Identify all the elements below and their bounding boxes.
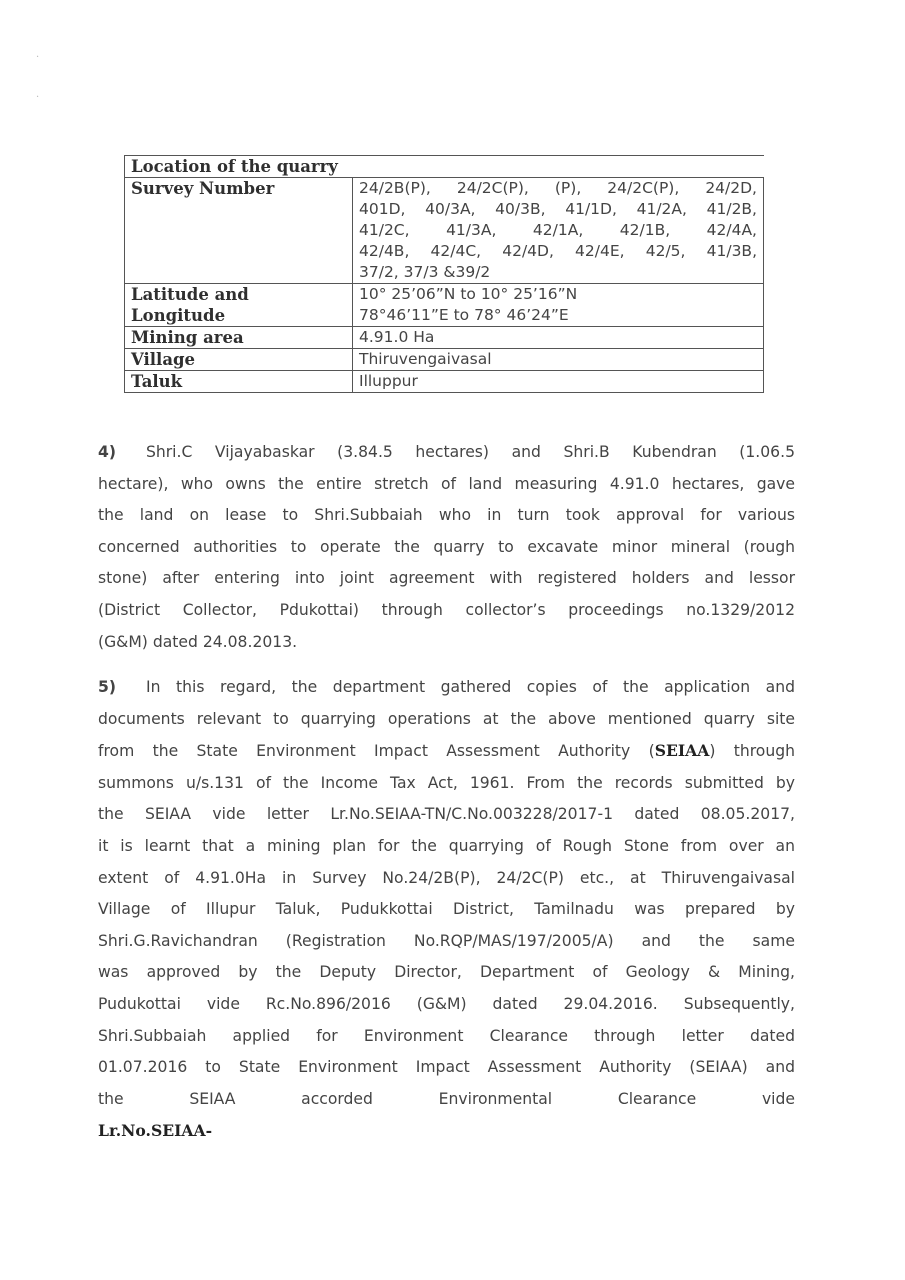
table-row (125, 327, 764, 349)
paragraph-number: 5) (98, 678, 116, 696)
table-row (125, 178, 764, 284)
quarry-location-table (124, 155, 764, 393)
mining-area-value: 4.91.0 Ha (353, 327, 764, 349)
para-line: Shri.Subbaiah applied for Environment Clearance through letter dated (98, 1026, 795, 1045)
scan-speck: · (36, 92, 40, 103)
paragraph-5 (98, 672, 795, 1148)
table-row (125, 371, 764, 393)
row-label: Survey Number (125, 178, 353, 284)
para-line: Shri.C Vijayabaskar (3.84.5 hectares) and Shri.B Kubendran (1.06.5 (145, 443, 795, 461)
para-line: the SEIAA accorded Environmental Clearance vide Lr.No.SEIAA- (98, 1089, 795, 1141)
table-row (125, 284, 764, 327)
coordinates: 10° 25’06”N to 10° 25’16”N 78°46’11”E to 78° 46’24”E (353, 284, 764, 327)
scan-speck: · (36, 52, 40, 63)
para-line: Pudukottai vide Rc.No.896/2016 (G&M) dated 29.04.2016. Subsequently, (98, 994, 795, 1013)
row-label: Mining area (125, 327, 353, 349)
row-label: Village (125, 349, 353, 371)
para-line: concerned authorities to operate the quarry to excavate minor mineral (rough (98, 537, 795, 556)
para-line: it is learnt that a mining plan for the quarrying of Rough Stone from over an (98, 836, 795, 855)
para-line: the land on lease to Shri.Subbaiah who in turn took approval for various (98, 506, 795, 525)
para-line: stone) after entering into joint agreement with registered holders and lessor (98, 569, 795, 588)
taluk-value: Illuppur (353, 371, 764, 393)
para-line: from the State Environment Impact Assessment Authority (SEIAA) through (98, 741, 796, 761)
para-line: was approved by the Deputy Director, Department of Geology & Mining, (98, 963, 795, 982)
para-line: 01.07.2016 to State Environment Impact Assessment Authority (SEIAA) and (98, 1058, 795, 1077)
row-label: Latitude and Longitude (125, 284, 353, 327)
para-line: Shri.G.Ravichandran (Registration No.RQP/MAS/197/2005/A) and the same (98, 931, 795, 950)
para-line: (District Collector, Pdukottai) through collector’s proceedings no.1329/2012 (98, 600, 795, 619)
row-label: Taluk (125, 371, 353, 393)
table-row (125, 349, 764, 371)
paragraph-4 (98, 437, 795, 658)
para-line: the SEIAA vide letter Lr.No.SEIAA-TN/C.No.003228/2017-1 dated 08.05.2017, (98, 805, 795, 824)
para-line: (G&M) dated 24.08.2013. (98, 632, 298, 651)
para-line: Village of Illupur Taluk, Pudukkottai District, Tamilnadu was prepared by (98, 900, 795, 919)
survey-numbers: 24/2B(P), 24/2C(P), (P), 24/2C(P), 24/2D, 401D, 40/3A, 40/3B, 41/1D, 41/2A, 41/2B, 41/2C, 41/3A, 42/1A, 42/1B, 42/4A, 42/4B, 42/4C, 42/4D, 42/4E, 42/5, 41/3B, 37/2, 37/3 &39/2 (353, 178, 764, 284)
table-caption: Location of the quarry (125, 156, 764, 178)
para-line: documents relevant to quarrying operations at the above mentioned quarry site (98, 709, 795, 728)
village-value: Thiruvengaivasal (353, 349, 764, 371)
para-line: extent of 4.91.0Ha in Survey No.24/2B(P), 24/2C(P) etc., at Thiruvengaivasal (98, 868, 795, 887)
para-line: hectare), who owns the entire stretch of land measuring 4.91.0 hectares, gave (98, 474, 795, 493)
para-line: summons u/s.131 of the Income Tax Act, 1961. From the records submitted by (98, 773, 795, 792)
paragraph-number: 4) (98, 443, 116, 461)
para-line: In this regard, the department gathered copies of the application and (145, 678, 795, 696)
